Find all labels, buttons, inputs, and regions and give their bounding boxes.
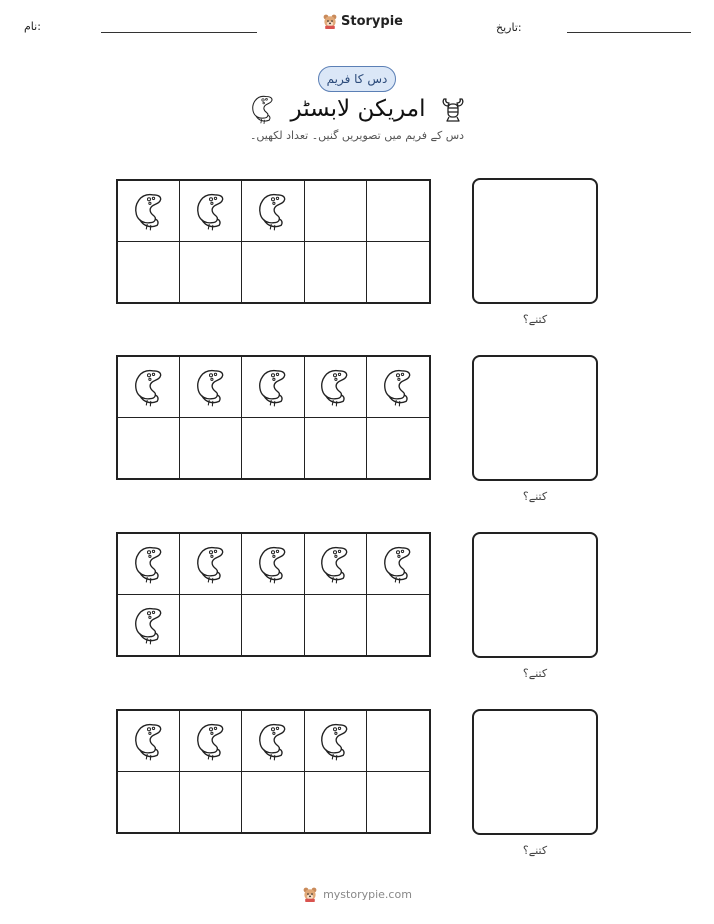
lobster-claw-icon — [317, 720, 353, 762]
ten-frame — [116, 709, 431, 834]
ten-frame-cell — [242, 418, 304, 479]
ten-frame-cell — [367, 711, 429, 772]
ten-frame-cell — [242, 595, 304, 656]
badge-text: دس کا فریم — [326, 72, 388, 86]
ten-frame-badge — [318, 66, 396, 92]
ten-frame-cell — [118, 534, 180, 595]
ten-frame-cell — [242, 711, 304, 772]
date-line[interactable] — [567, 32, 691, 33]
ten-frame-cell — [305, 534, 367, 595]
ten-frame-cell — [305, 772, 367, 833]
answer-box[interactable] — [472, 178, 598, 304]
lobster-claw-icon — [380, 366, 416, 408]
ten-frame-cell — [367, 595, 429, 656]
ten-frame-cell — [180, 181, 242, 242]
ten-frame-cell — [305, 418, 367, 479]
answer-box[interactable] — [472, 355, 598, 481]
ten-frame-cell — [118, 181, 180, 242]
ten-frame-cell — [242, 357, 304, 418]
brand-name: Storypie — [341, 13, 403, 29]
lobster-claw-icon — [131, 604, 167, 646]
lobster-claw-icon — [193, 720, 229, 762]
lobster-claw-icon — [380, 543, 416, 585]
bear-logo-icon — [302, 886, 318, 902]
ten-frame-cell — [367, 534, 429, 595]
how-many-label: کتنے؟ — [522, 313, 548, 326]
how-many-label: کتنے؟ — [522, 844, 548, 857]
ten-frame-cell — [242, 772, 304, 833]
ten-frame-cell — [305, 711, 367, 772]
ten-frame-cell — [367, 357, 429, 418]
ten-frame-cell — [118, 242, 180, 303]
how-many-label: کتنے؟ — [522, 490, 548, 503]
lobster-claw-icon — [131, 190, 167, 232]
lobster-claw-icon — [317, 543, 353, 585]
lobster-icon — [440, 95, 466, 123]
ten-frame-cell — [305, 357, 367, 418]
ten-frame — [116, 179, 431, 304]
ten-frame-cell — [118, 595, 180, 656]
lobster-claw-icon — [317, 366, 353, 408]
ten-frame-cell — [118, 772, 180, 833]
ten-frame — [116, 355, 431, 480]
lobster-claw-icon — [255, 720, 291, 762]
lobster-claw-icon — [255, 190, 291, 232]
title-text: امریکن لابسٹر — [290, 96, 426, 122]
instructions: دس کے فریم میں تصویریں گنیں۔ تعداد لکھیں۔ — [249, 129, 465, 142]
lobster-claw-icon — [255, 366, 291, 408]
ten-frame-cell — [305, 595, 367, 656]
ten-frame-cell — [118, 711, 180, 772]
lobster-claw-icon — [131, 720, 167, 762]
footer — [0, 886, 714, 902]
lobster-claw-icon — [193, 190, 229, 232]
ten-frame-cell — [367, 772, 429, 833]
answer-box[interactable] — [472, 709, 598, 835]
lobster-claw-icon — [131, 366, 167, 408]
ten-frame-cell — [118, 418, 180, 479]
storypie-logo — [322, 13, 403, 29]
ten-frame-cell — [180, 534, 242, 595]
ten-frame-cell — [367, 242, 429, 303]
ten-frame-cell — [180, 357, 242, 418]
ten-frame-cell — [180, 242, 242, 303]
ten-frame-cell — [242, 181, 304, 242]
ten-frame-cell — [180, 595, 242, 656]
footer-url[interactable]: mystorypie.com — [323, 887, 412, 901]
lobster-claw-icon — [131, 543, 167, 585]
ten-frame-cell — [367, 181, 429, 242]
page-title — [0, 92, 714, 126]
ten-frame-cell — [242, 534, 304, 595]
how-many-label: کتنے؟ — [522, 667, 548, 680]
lobster-claw-icon — [249, 93, 277, 125]
lobster-claw-icon — [193, 543, 229, 585]
ten-frame-cell — [305, 181, 367, 242]
name-line[interactable] — [101, 32, 257, 33]
ten-frame-cell — [180, 711, 242, 772]
bear-logo-icon — [322, 13, 338, 29]
ten-frame-cell — [180, 418, 242, 479]
name-label: نام: — [24, 20, 41, 33]
date-label: تاریخ: — [496, 21, 522, 34]
ten-frame-cell — [118, 357, 180, 418]
ten-frame-cell — [367, 418, 429, 479]
lobster-claw-icon — [255, 543, 291, 585]
ten-frame-cell — [180, 772, 242, 833]
ten-frame-cell — [242, 242, 304, 303]
answer-box[interactable] — [472, 532, 598, 658]
ten-frame-cell — [305, 242, 367, 303]
lobster-claw-icon — [193, 366, 229, 408]
ten-frame — [116, 532, 431, 657]
